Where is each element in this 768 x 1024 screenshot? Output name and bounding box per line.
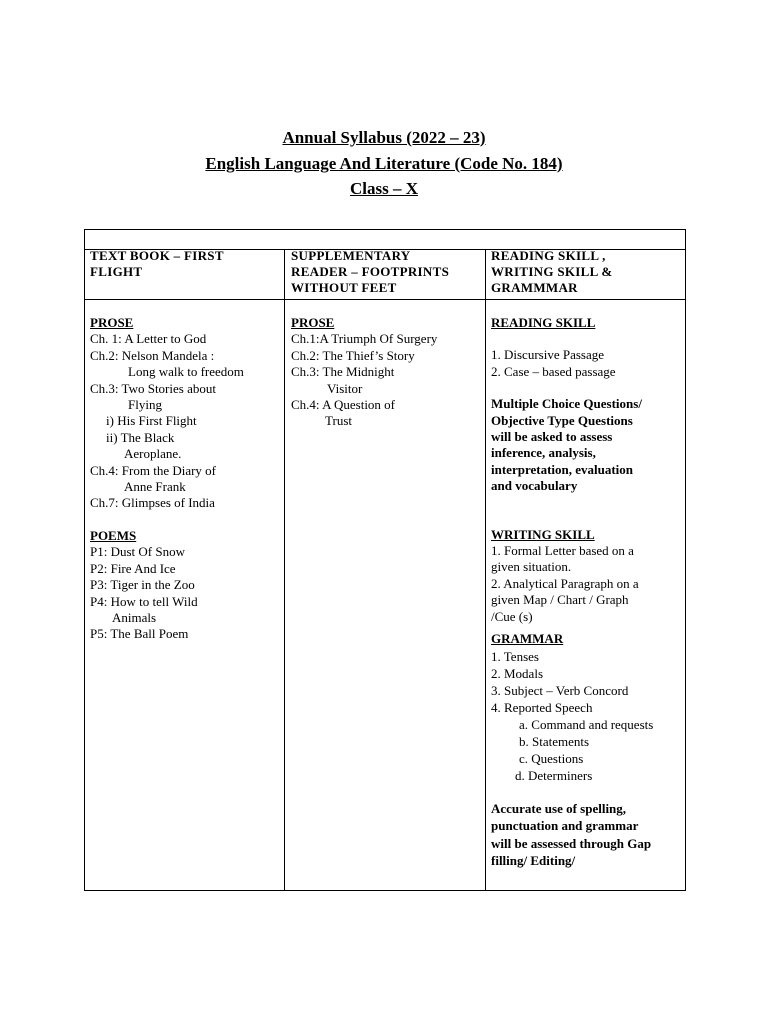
list-item: 3. Subject – Verb Concord [491, 682, 629, 698]
list-item: Ch.2: The Thief’s Story [291, 347, 415, 363]
list-item: 4. Reported Speech [491, 699, 593, 715]
subject-title: English Language And Literature (Code No. 184) [205, 154, 563, 173]
header-line: READING SKILL , [491, 248, 606, 263]
section-title-poems: POEMS [90, 527, 137, 543]
list-item: i) His First Flight [106, 413, 197, 429]
list-item: ii) The Black [106, 429, 175, 445]
list-item: d. Determiners [515, 767, 593, 783]
list-item: P2: Fire And Ice [90, 560, 176, 576]
note-line: punctuation and grammar [491, 818, 639, 833]
list-item: a. Command and requests [519, 716, 654, 732]
textbook-column [90, 315, 244, 643]
header-line: WITHOUT FEET [291, 280, 397, 295]
header-line: WRITING SKILL & [491, 264, 613, 279]
skills-column [491, 315, 653, 870]
syllabus-title: Annual Syllabus (2022 – 23) [282, 128, 486, 147]
section-title-prose: PROSE [90, 315, 134, 330]
header-line: SUPPLEMENTARY [291, 248, 411, 263]
list-item: P5: The Ball Poem [90, 626, 189, 642]
list-item: Ch.4: A Question of [291, 397, 396, 413]
list-item: Aeroplane. [124, 446, 182, 462]
list-item: P1: Dust Of Snow [90, 544, 185, 560]
supplementary-column [291, 315, 437, 430]
column-header-supplementary [291, 248, 449, 296]
note-line: Multiple Choice Questions/ [491, 396, 642, 412]
column-header-textbook [90, 248, 224, 280]
list-item: Ch.3: The Midnight [291, 364, 395, 380]
table-divider [85, 299, 685, 300]
header-line: READER – FOOTPRINTS [291, 264, 450, 279]
list-item: 2. Analytical Paragraph on a [491, 575, 639, 591]
header-line: FLIGHT [90, 264, 143, 279]
list-item: Ch.7: Glimpses of India [90, 495, 215, 511]
column-divider [485, 249, 486, 890]
list-item: Ch.3: Two Stories about [90, 380, 216, 396]
list-item: 1. Discursive Passage [491, 347, 605, 363]
note-line: will be assessed through Gap [491, 835, 652, 851]
list-item: P4: How to tell Wild [90, 593, 198, 609]
header-line: GRAMMMAR [491, 280, 578, 295]
column-divider [284, 249, 285, 890]
list-item: Ch.4: From the Diary of [90, 462, 217, 478]
list-item: Ch.1:A Triumph Of Surgery [291, 331, 438, 347]
note-line: Objective Type Questions [491, 412, 633, 428]
section-title-prose: PROSE [291, 315, 335, 330]
list-item: Anne Frank [124, 479, 186, 495]
header-line: TEXT BOOK – FIRST [90, 248, 224, 263]
section-title-reading: READING SKILL [491, 315, 596, 330]
class-title: Class – X [349, 179, 418, 198]
list-item: 2. Modals [491, 665, 543, 681]
list-item: Ch.2: Nelson Mandela : [90, 347, 215, 363]
list-item: given situation. [491, 559, 572, 575]
list-item: Animals [112, 609, 157, 625]
list-item: P3: Tiger in the Zoo [90, 577, 195, 593]
note-line: will be asked to assess [491, 429, 613, 445]
list-item: Visitor [327, 380, 363, 396]
list-item: 1. Tenses [491, 648, 539, 664]
list-item: c. Questions [519, 750, 584, 766]
note-line: filling/ Editing/ [491, 853, 576, 868]
list-item: Flying [128, 397, 162, 413]
note-line: Accurate use of spelling, [491, 800, 627, 816]
list-item: given Map / Chart / Graph [491, 592, 629, 608]
list-item: Trust [325, 413, 352, 429]
list-item: Long walk to freedom [128, 364, 244, 380]
list-item: Ch. 1: A Letter to God [90, 331, 207, 347]
list-item: b. Statements [519, 733, 590, 749]
note-line: inference, analysis, [491, 445, 596, 461]
note-line: and vocabulary [491, 478, 578, 494]
list-item: /Cue (s) [491, 608, 533, 624]
note-line: interpretation, evaluation [491, 461, 634, 477]
list-item: 2. Case – based passage [491, 363, 616, 379]
list-item: 1. Formal Letter based on a [491, 543, 634, 559]
section-title-writing: WRITING SKILL [491, 526, 595, 542]
column-header-skills [491, 248, 613, 296]
section-title-grammar: GRAMMAR [491, 631, 564, 647]
